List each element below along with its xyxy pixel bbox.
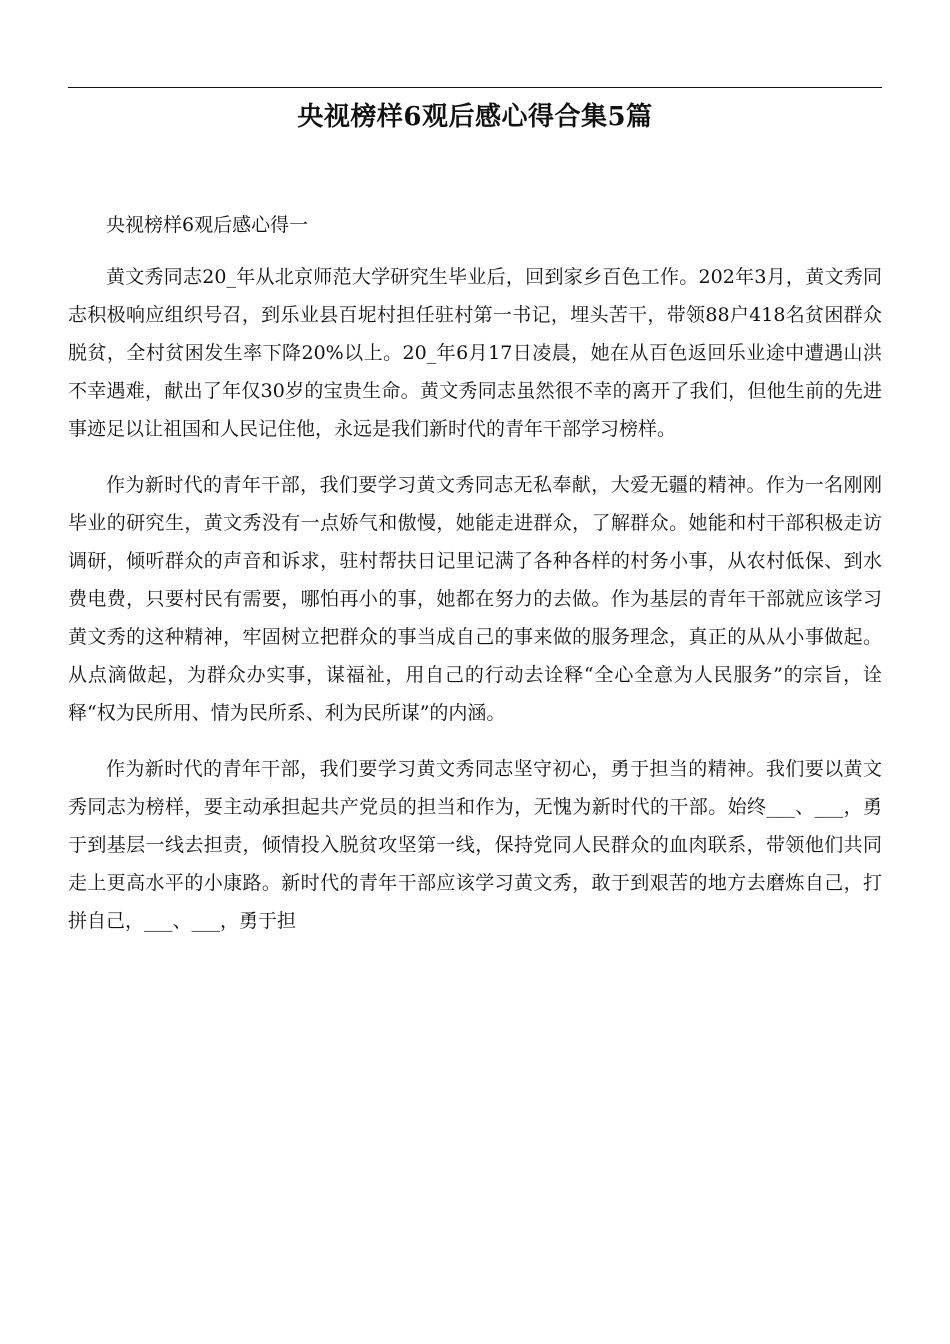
body-paragraph: 作为新时代的青年干部，我们要学习黄文秀同志坚守初心，勇于担当的精神。我们要以黄文秀同志为榜样，要主动承担起共产党员的担当和作为，无愧为新时代的干部。始终___、___，勇于到基层一线去担责，倾情投入脱贫攻坚第一线，保持党同人民群众的血肉联系，带领他们共同走上更高水平的小康路。新时代的青年干部应该学习黄文秀，敢于到艰苦的地方去磨炼自己，打拼自己，___、___，勇于担 xyxy=(68,758,882,932)
header-rule xyxy=(68,87,882,88)
body-paragraph: 作为新时代的青年干部，我们要学习黄文秀同志无私奉献，大爱无疆的精神。作为一名刚刚毕业的研究生，黄文秀没有一点娇气和傲慢，她能走进群众，了解群众。她能和村干部积极走访调研，倾听群众的声音和诉求，驻村帮扶日记里记满了各种各样的村务小事，从农村低保、到水费电费，只要村民有需要，哪怕再小的事，她都在努力的去做。作为基层的青年干部就应该学习黄文秀的这种精神，牢固树立把群众的事当成自己的事来做的服务理念，真正的从从小事做起。从点滴做起，为群众办实事，谋福祉，用自己的行动去诠释“全心全意为人民服务”的宗旨，诠释“权为民所用、情为民所系、利为民所谋”的内涵。 xyxy=(68,474,882,724)
body-paragraph: 黄文秀同志20_年从北京师范大学研究生毕业后，回到家乡百色工作。202年3月，黄文秀同志积极响应组织号召，到乐业县百坭村担任驻村第一书记，埋头苦干，带领88户418名贫困群众脱贫，全村贫困发生率下降20%以上。20_年6月17日凌晨，她在从百色返回乐业途中遭遇山洪不幸遇难，献出了年仅30岁的宝贵生命。黄文秀同志虽然很不幸的离开了我们，但他生前的先进事迹足以让祖国和人民记住他，永远是我们新时代的青年干部学习榜样。 xyxy=(68,266,882,440)
document-title: 央视榜样6观后感心得合集5篇 xyxy=(297,102,653,132)
section-heading: 央视榜样6观后感心得一 xyxy=(106,214,309,236)
document-body xyxy=(68,206,882,958)
